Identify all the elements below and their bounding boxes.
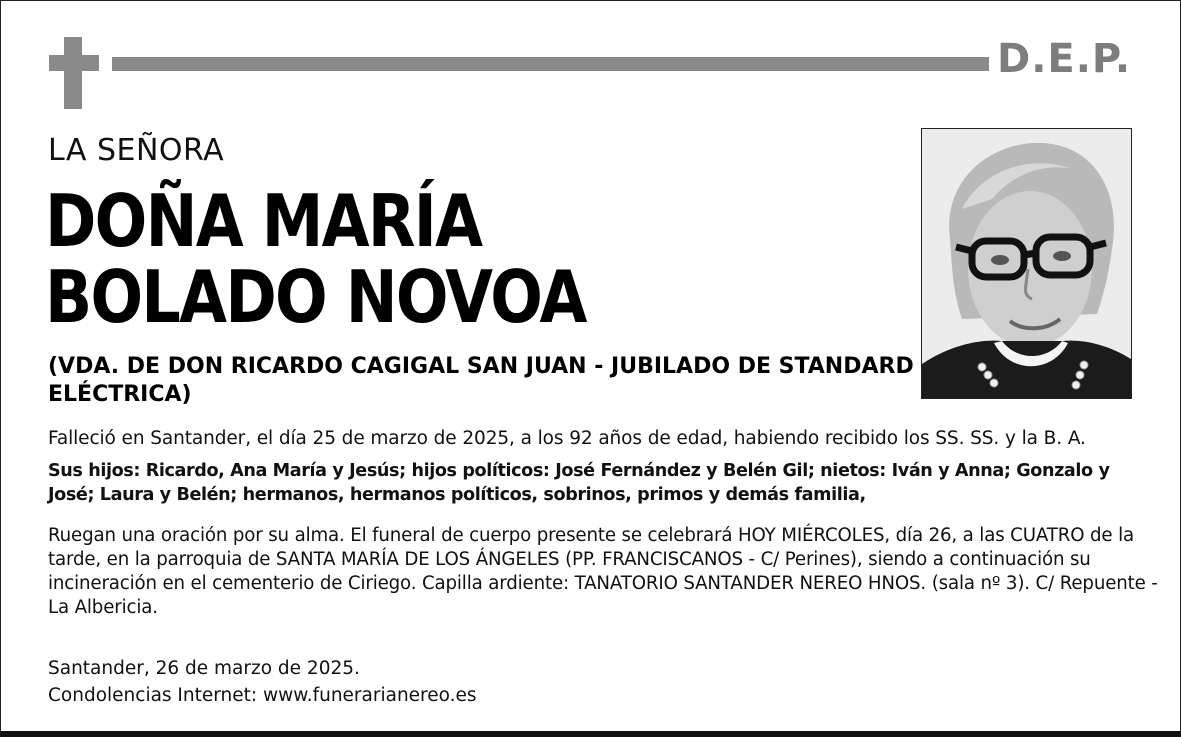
family-list: Sus hijos: Ricardo, Ana María y Jesús; hijos políticos: José Fernández y Belén Gil; nietos: Iván y Anna; Gonzalo y José; Laura y Belén; hermanos, hermanos políticos, sobrinos, primos y demás familia, [48, 461, 1110, 505]
dep-label: D.E.P. [997, 36, 1132, 82]
cross-icon-horizontal [49, 55, 99, 71]
name-line-1: DOÑA MARÍA [45, 179, 482, 263]
funeral-details: Ruegan una oración por su alma. El funeral de cuerpo presente se celebrará HOY MIÉRCOLES, día 26, a las CUATRO de la tarde, en la parroquia de SANTA MARÍA DE LOS ÁNGELES (PP. FRANCISCANOS - C/ Perines), siendo a continuación su incineración en el cementerio de Ciriego. Capilla ardiente: TANATORIO SANTANDER NEREO HNOS. (sala nº 3). C/ Repuente - La Albericia. [48, 525, 1158, 618]
header-rule [112, 57, 989, 71]
widow-subtitle: (VDA. DE DON RICARDO CAGIGAL SAN JUAN - JUBILADO DE STANDARD ELÉCTRICA) [48, 354, 914, 407]
honorific: LA SEÑORA [48, 133, 225, 168]
condolences-link[interactable]: Condolencias Internet: www.funerarianereo.es [48, 685, 477, 706]
place-date: Santander, 26 de marzo de 2025. [48, 658, 360, 679]
cross-icon-vertical [64, 37, 82, 109]
death-notice: Falleció en Santander, el día 25 de marzo de 2025, a los 92 años de edad, habiendo recibido los SS. SS. y la B. A. [48, 428, 1086, 449]
portrait-icon [922, 129, 1131, 398]
deceased-name [45, 179, 586, 339]
name-line-2: BOLADO NOVOA [45, 255, 586, 339]
portrait-photo [921, 128, 1132, 399]
